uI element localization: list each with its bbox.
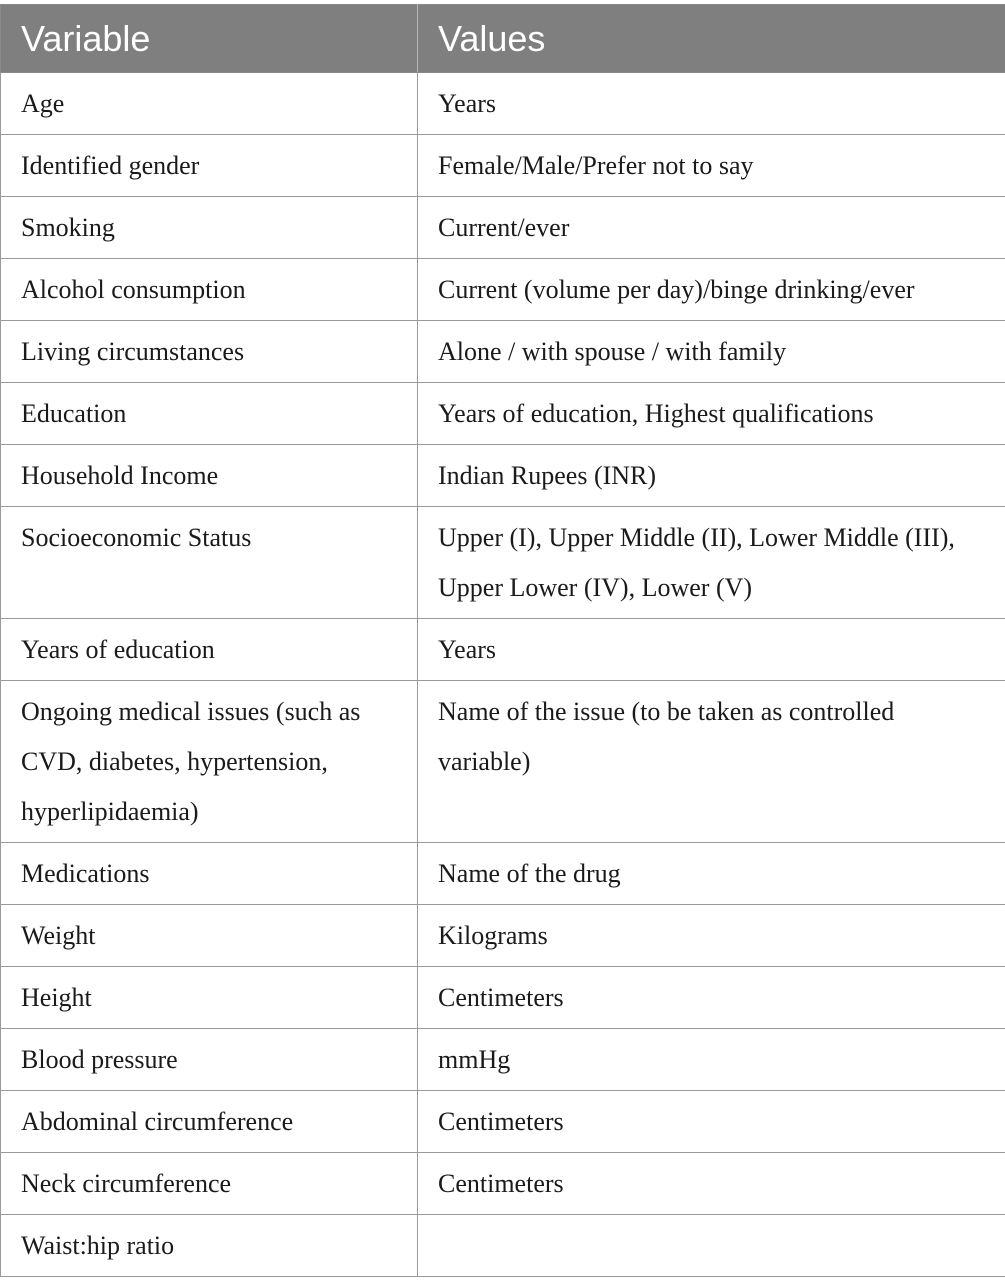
variable-cell: Identified gender bbox=[1, 135, 418, 197]
values-cell: Upper (I), Upper Middle (II), Lower Middle (III), Upper Lower (IV), Lower (V) bbox=[418, 507, 1005, 619]
values-cell: Centimeters bbox=[418, 1153, 1005, 1215]
table-header bbox=[1, 5, 1005, 73]
variable-cell: Years of education bbox=[1, 619, 418, 681]
table-row bbox=[1, 1091, 1005, 1153]
table-row bbox=[1, 1153, 1005, 1215]
header-row bbox=[1, 5, 1005, 73]
table-row bbox=[1, 843, 1005, 905]
values-cell: Centimeters bbox=[418, 1091, 1005, 1153]
variable-cell: Smoking bbox=[1, 197, 418, 259]
variable-cell: Abdominal circumference bbox=[1, 1091, 418, 1153]
variable-cell: Education bbox=[1, 383, 418, 445]
values-cell: Current/ever bbox=[418, 197, 1005, 259]
values-cell: Female/Male/Prefer not to say bbox=[418, 135, 1005, 197]
variable-cell: Alcohol consumption bbox=[1, 259, 418, 321]
values-cell: Kilograms bbox=[418, 905, 1005, 967]
table-row bbox=[1, 905, 1005, 967]
variable-cell: Age bbox=[1, 73, 418, 135]
table-body bbox=[1, 73, 1005, 1277]
table-row bbox=[1, 259, 1005, 321]
header-variable: Variable bbox=[1, 5, 418, 73]
values-cell: Alone / with spouse / with family bbox=[418, 321, 1005, 383]
values-cell: Name of the drug bbox=[418, 843, 1005, 905]
variable-cell: Socioeconomic Status bbox=[1, 507, 418, 619]
table-row bbox=[1, 73, 1005, 135]
values-cell bbox=[418, 1215, 1005, 1277]
values-cell: Indian Rupees (INR) bbox=[418, 445, 1005, 507]
variable-cell: Ongoing medical issues (such as CVD, diabetes, hypertension, hyperlipidaemia) bbox=[1, 681, 418, 843]
variable-cell: Blood pressure bbox=[1, 1029, 418, 1091]
table-row bbox=[1, 197, 1005, 259]
variable-cell: Living circumstances bbox=[1, 321, 418, 383]
values-cell: Centimeters bbox=[418, 967, 1005, 1029]
table-row bbox=[1, 135, 1005, 197]
values-cell: Current (volume per day)/binge drinking/ever bbox=[418, 259, 1005, 321]
values-cell: Years of education, Highest qualifications bbox=[418, 383, 1005, 445]
table-row bbox=[1, 967, 1005, 1029]
variable-cell: Medications bbox=[1, 843, 418, 905]
table-row bbox=[1, 507, 1005, 619]
variable-cell: Neck circumference bbox=[1, 1153, 418, 1215]
variable-cell: Height bbox=[1, 967, 418, 1029]
variable-cell: Weight bbox=[1, 905, 418, 967]
values-cell: Years bbox=[418, 619, 1005, 681]
values-cell: mmHg bbox=[418, 1029, 1005, 1091]
table-row bbox=[1, 681, 1005, 843]
table-row bbox=[1, 1029, 1005, 1091]
values-cell: Name of the issue (to be taken as controlled variable) bbox=[418, 681, 1005, 843]
table-row bbox=[1, 619, 1005, 681]
table-row bbox=[1, 445, 1005, 507]
values-cell: Years bbox=[418, 73, 1005, 135]
variable-cell: Waist:hip ratio bbox=[1, 1215, 418, 1277]
variables-table bbox=[0, 4, 1005, 1277]
variable-cell: Household Income bbox=[1, 445, 418, 507]
table-row bbox=[1, 321, 1005, 383]
table-row bbox=[1, 383, 1005, 445]
header-values: Values bbox=[418, 5, 1005, 73]
table-row bbox=[1, 1215, 1005, 1277]
